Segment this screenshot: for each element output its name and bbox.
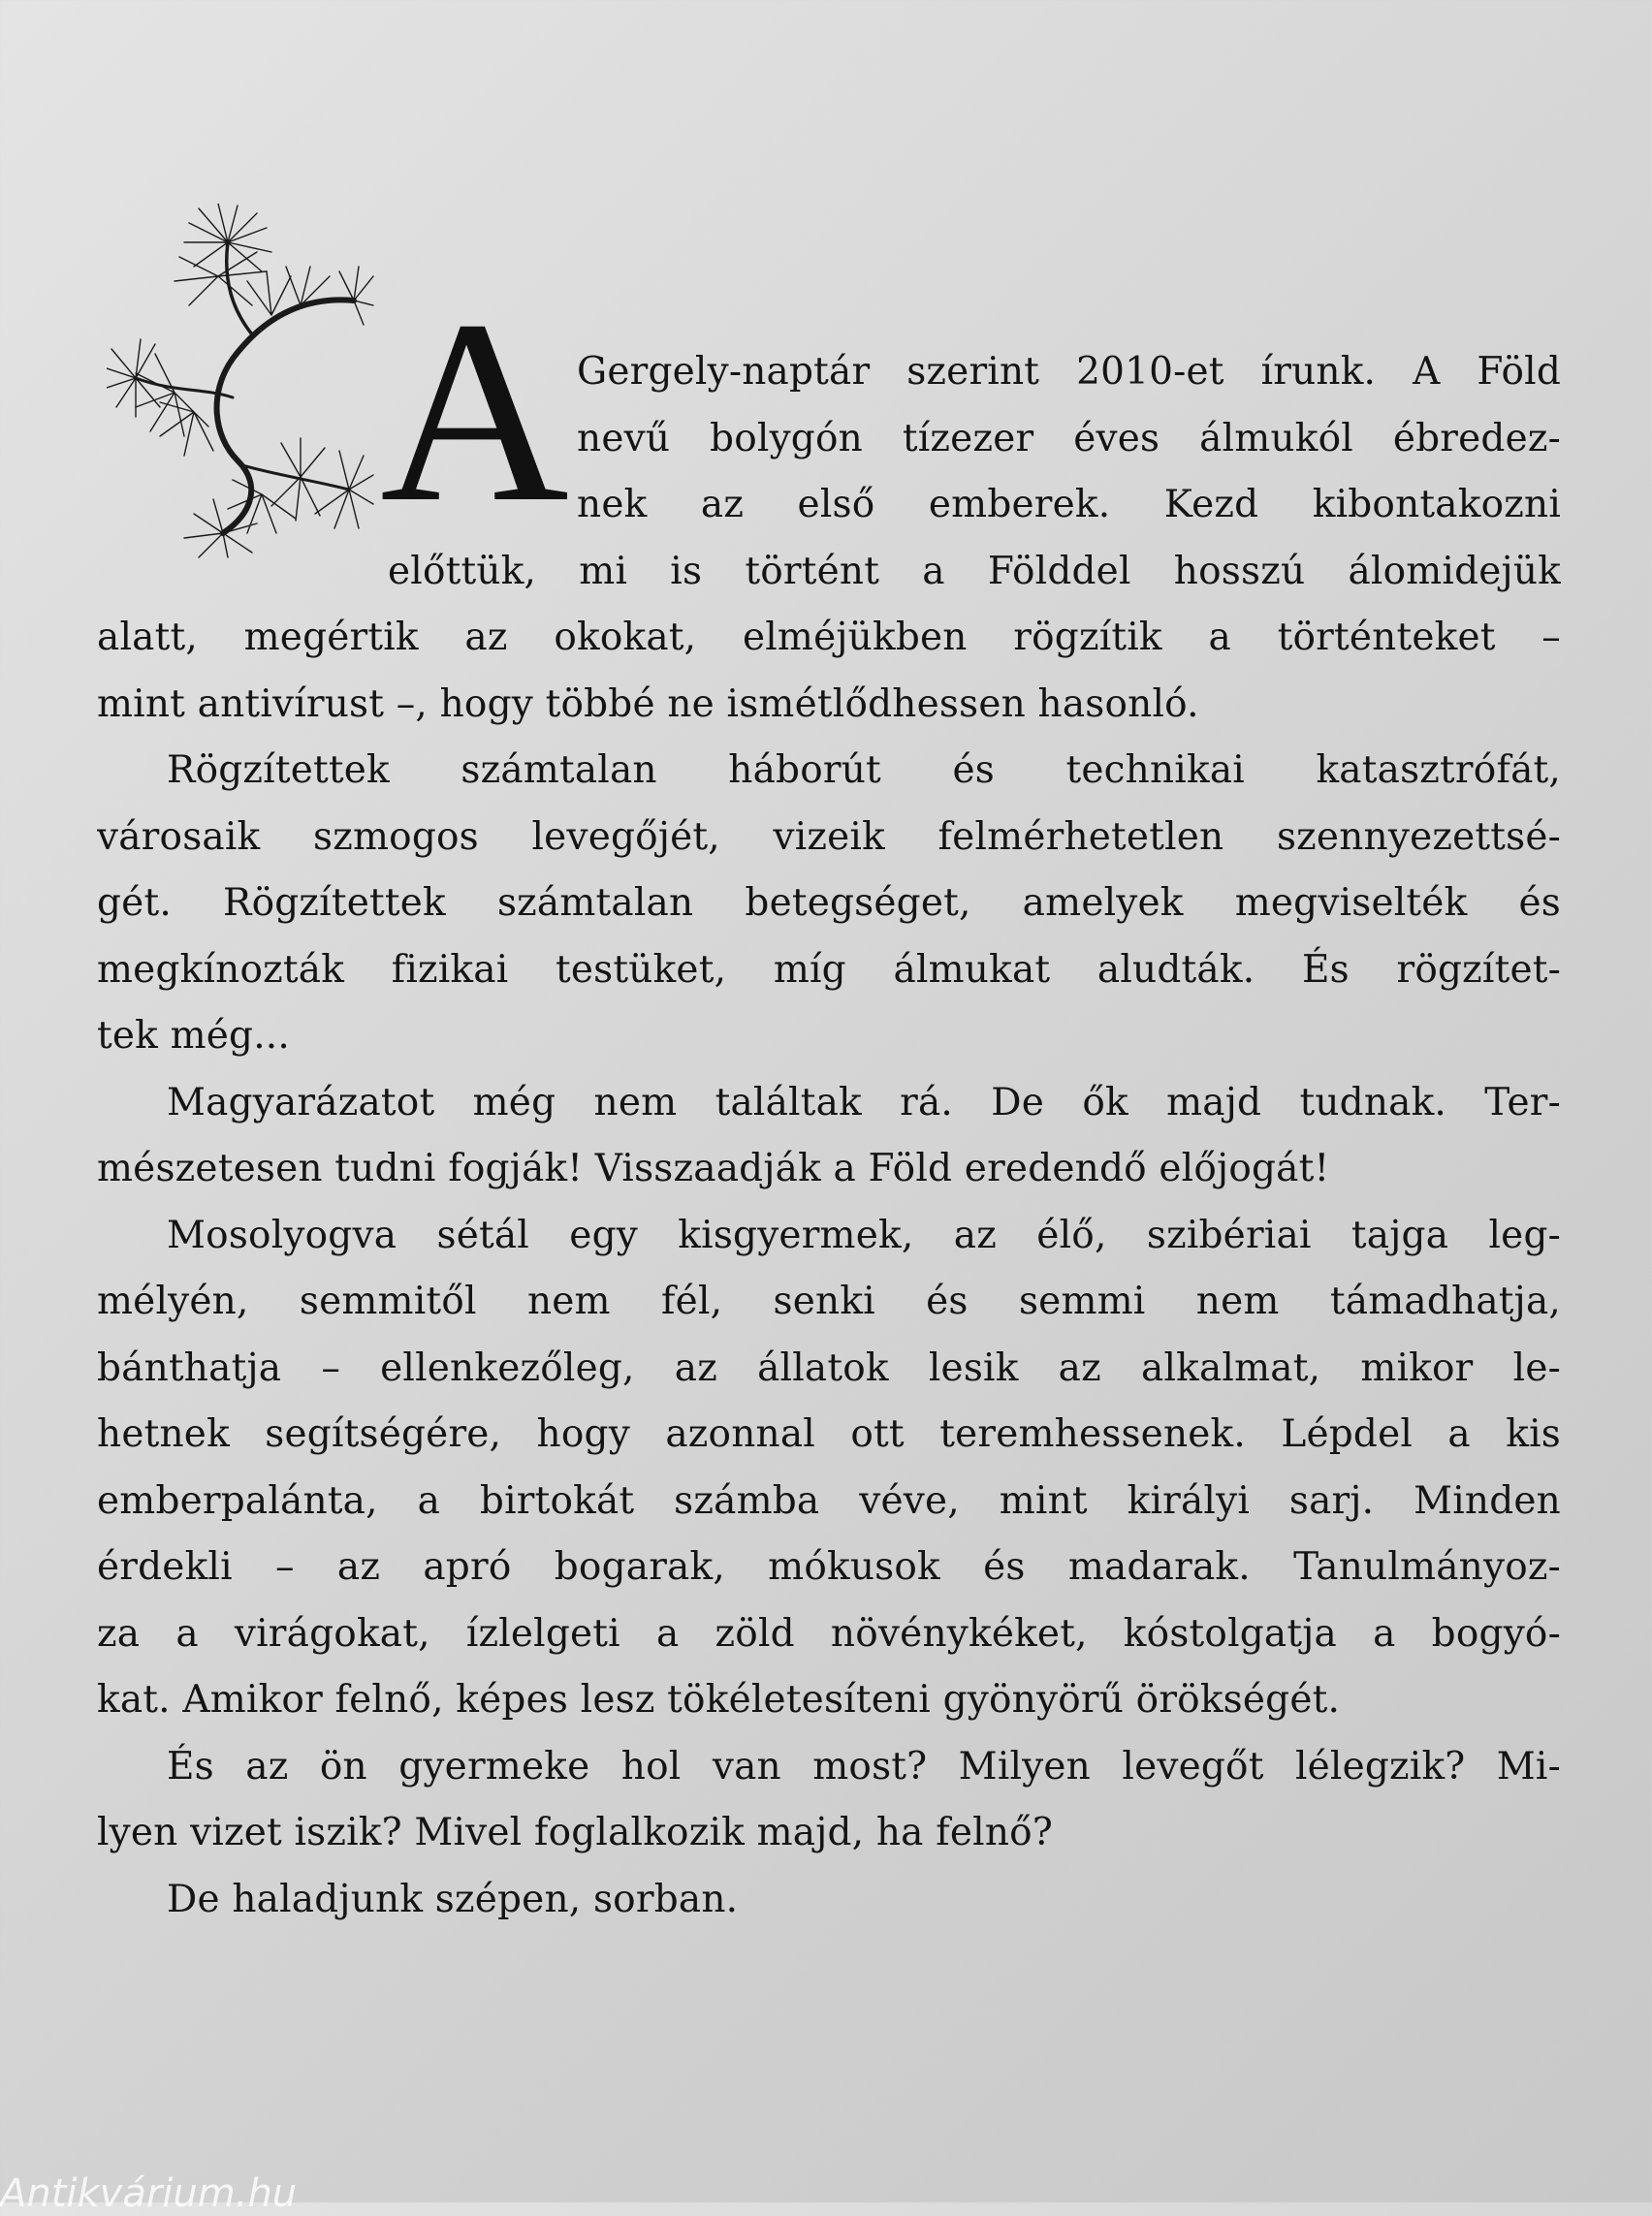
text-line: megkínozták fizikai testüket, míg álmukat aludták. És rögzítet-	[97, 947, 1561, 992]
article-body	[97, 339, 1561, 1933]
text-line: nek az első emberek. Kezd kibontakozni	[577, 483, 1561, 526]
text-line: gét. Rögzítettek számtalan betegséget, amelyek megviselték és	[97, 881, 1561, 925]
text-line: Magyarázatot még nem találtak rá. De ők majd tudnak. Ter-	[167, 1080, 1561, 1124]
text-line: nevű bolygón tízezer éves álmukól ébredez-	[577, 416, 1561, 460]
text-line: za a virágokat, ízlelgeti a zöld növénykéket, kóstolgatja a bogyó-	[97, 1611, 1561, 1656]
text-line: hetnek segítségére, hogy azonnal ott teremhessenek. Lépdel a kis	[97, 1412, 1561, 1456]
drop-cap: A	[380, 267, 569, 556]
text-line: Rögzítettek számtalan háborút és technikai katasztrófát,	[167, 748, 1561, 792]
text-line: emberpalánta, a birtokát számba véve, mint királyi sarj. Minden	[97, 1478, 1561, 1523]
text-line: érdekli – az apró bogarak, mókusok és madarak. Tanulmányoz-	[97, 1545, 1561, 1589]
text-line: bánthatja – ellenkezőleg, az állatok lesik az alkalmat, mikor le-	[97, 1345, 1561, 1390]
text-line: És az ön gyermeke hol van most? Milyen levegőt lélegzik? Mi-	[167, 1744, 1561, 1789]
text-line: mint antivírust –, hogy többé ne ismétlődhessen hasonló.	[97, 681, 1199, 726]
text-line: mészetesen tudni fogják! Visszaadják a Föld eredendő előjogát!	[97, 1147, 1330, 1190]
text-line: előttük, mi is történt a Földdel hosszú álomidejük	[388, 549, 1561, 593]
text-line: alatt, megértik az okokat, elméjükben rögzítik a történteket –	[97, 616, 1561, 659]
watermark: Antikvárium.hu	[0, 2171, 298, 2216]
text-line: Gergely-naptár szerint 2010-et írunk. A Föld	[577, 350, 1561, 394]
text-line: lyen vizet iszik? Mivel foglalkozik majd, ha felnő?	[97, 1811, 1053, 1854]
text-line: De haladjunk szépen, sorban.	[167, 1877, 739, 1921]
text-line: kat. Amikor felnő, képes lesz tökéletesíteni gyönyörű örökségét.	[97, 1678, 1341, 1722]
text-line: városaik szmogos levegőjét, vizeik felmérhetetlen szennyezettsé-	[97, 814, 1561, 859]
text-line: tek még...	[97, 1014, 290, 1058]
text-line: Mosolyogva sétál egy kisgyermek, az élő, szibériai tajga leg-	[167, 1213, 1561, 1257]
text-line: mélyén, semmitől nem fél, senki és semmi nem támadhatja,	[97, 1280, 1561, 1323]
